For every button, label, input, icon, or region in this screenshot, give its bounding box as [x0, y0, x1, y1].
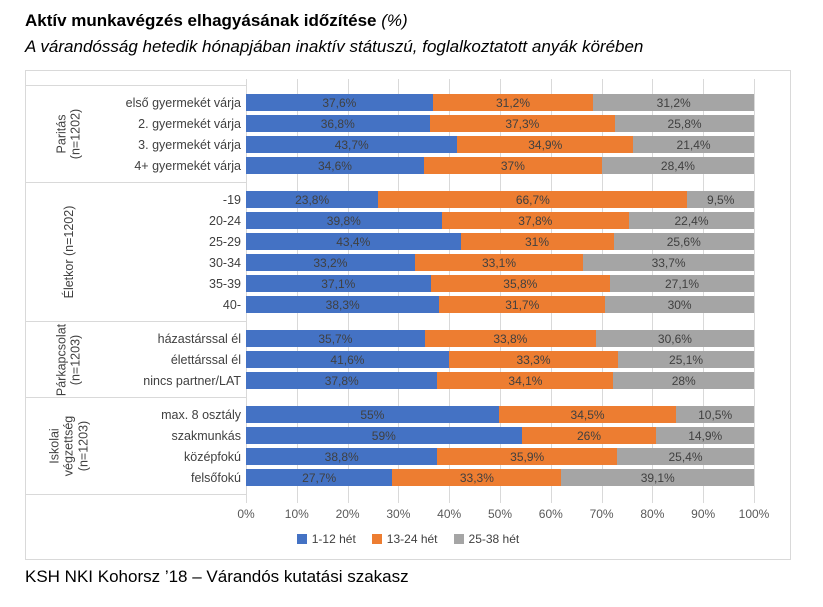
- group-label: [47, 416, 90, 476]
- group-label: [54, 109, 83, 159]
- bar-segment: [246, 136, 457, 153]
- segment-value-label: 26%: [576, 428, 602, 443]
- group-rows: [111, 328, 790, 391]
- segment-value-label: 38,8%: [324, 449, 359, 464]
- bar-segment: [610, 275, 754, 292]
- segment-value-label: 59%: [371, 428, 396, 443]
- chart-title-text: Aktív munkavégzés elhagyásának időzítése: [25, 11, 377, 30]
- x-tick-label: 30%: [386, 507, 411, 521]
- segment-value-label: 43,7%: [334, 137, 369, 152]
- segment-value-label: 31%: [525, 234, 550, 249]
- x-tick-label: 70%: [589, 507, 614, 521]
- bar-segment: [617, 448, 754, 465]
- segment-value-label: 33,8%: [493, 331, 528, 346]
- segment-value-label: 37,1%: [321, 276, 356, 291]
- category-label: 40-: [222, 297, 241, 312]
- group-label-line: Paritás: [54, 114, 69, 154]
- group-label-cell: [26, 404, 111, 488]
- bar-row: [111, 134, 790, 155]
- legend-item: [454, 532, 520, 546]
- category-label: házastárssal él: [157, 331, 241, 346]
- x-axis: [237, 507, 770, 523]
- x-tick-label: 80%: [640, 507, 665, 521]
- category-label: 35-39: [209, 276, 241, 291]
- chart-title-suffix: (%): [381, 11, 408, 30]
- bar-segment: [687, 191, 754, 208]
- segment-value-label: 31,2%: [656, 95, 691, 110]
- segment-value-label: 25,8%: [667, 116, 702, 131]
- legend-label: 1-12 hét: [311, 532, 356, 546]
- bar-row: [111, 446, 790, 467]
- bar-row: [111, 467, 790, 488]
- bar-segment: [246, 275, 431, 292]
- bar-segment: [246, 233, 461, 250]
- segment-value-label: 25,6%: [666, 234, 701, 249]
- segment-value-label: 25,1%: [669, 352, 704, 367]
- bar-segment: [613, 372, 754, 389]
- segment-value-label: 33,1%: [481, 255, 516, 270]
- stacked-bar: [246, 427, 754, 444]
- x-tick-label: 50%: [487, 507, 513, 521]
- segment-value-label: 34,1%: [508, 373, 543, 388]
- bar-segment: [633, 136, 754, 153]
- chart-header: [25, 10, 795, 59]
- category-label: középfokú: [184, 449, 241, 464]
- segment-value-label: 37%: [500, 158, 525, 173]
- bar-segment: [246, 191, 378, 208]
- segment-value-label: 33,7%: [651, 255, 686, 270]
- group-rows: [111, 404, 790, 488]
- bar-row: [111, 404, 790, 425]
- segment-value-label: 39,8%: [326, 213, 361, 228]
- group-label-line: Életkor (n=1202): [61, 205, 76, 299]
- bar-segment: [615, 115, 754, 132]
- stacked-bar: [246, 448, 754, 465]
- legend-label: 25-38 hét: [468, 532, 520, 546]
- category-label: 30-34: [209, 255, 241, 270]
- bar-segment: [439, 296, 605, 313]
- footer-source-text: KSH NKI Kohorsz ’18 – Várandós kutatási szakasz: [25, 567, 409, 586]
- segment-value-label: 39,1%: [640, 470, 675, 485]
- x-tick-label: 40%: [437, 507, 462, 521]
- bar-segment: [437, 372, 613, 389]
- bar-row: [111, 328, 790, 349]
- group-separator: [26, 321, 246, 322]
- chart-subtitle: A várandósság hetedik hónapjában inaktív státuszú, foglalkoztatott anyák körében: [25, 36, 644, 56]
- group-label-line: (n=1203): [68, 334, 83, 385]
- stacked-bar: [246, 406, 754, 423]
- group-rows: [111, 92, 790, 176]
- bar-segment: [596, 330, 754, 347]
- group-separator: [26, 85, 246, 86]
- category-label: első gyermekét várja: [125, 95, 241, 110]
- bar-segment: [605, 296, 754, 313]
- group-separator: [26, 182, 246, 183]
- bar-row: [111, 210, 790, 231]
- group-label-line: (n=1202): [68, 108, 83, 160]
- segment-value-label: 14,9%: [688, 428, 723, 443]
- stacked-bar: [246, 136, 754, 153]
- bar-segment: [499, 406, 677, 423]
- stacked-bar: [246, 372, 754, 389]
- group-label-cell: [26, 92, 111, 176]
- category-label: max. 8 osztály: [161, 407, 241, 422]
- segment-value-label: 34,6%: [317, 158, 352, 173]
- bar-segment: [246, 94, 433, 111]
- category-label: 4+ gyermekét várja: [134, 158, 241, 173]
- bar-segment: [246, 157, 424, 174]
- bar-segment: [392, 469, 561, 486]
- stacked-bar: [246, 351, 754, 368]
- legend: [26, 532, 790, 546]
- segment-value-label: 37,8%: [324, 373, 359, 388]
- segment-value-label: 28%: [671, 373, 696, 388]
- category-label: nincs partner/LAT: [143, 373, 241, 388]
- bar-row: [111, 189, 790, 210]
- bar-segment: [656, 427, 754, 444]
- group-label-line: végzettség: [61, 415, 76, 477]
- group-label: [61, 206, 75, 299]
- bar-segment: [629, 212, 754, 229]
- segment-value-label: 66,7%: [515, 192, 550, 207]
- legend-swatch: [372, 534, 382, 544]
- category-label: -19: [222, 192, 241, 207]
- bar-segment: [614, 233, 755, 250]
- category-label: felsőfokú: [190, 470, 241, 485]
- stacked-bar: [246, 233, 754, 250]
- segment-value-label: 35,8%: [503, 276, 538, 291]
- x-tick-label: 20%: [335, 507, 360, 521]
- group-label-cell: [26, 189, 111, 315]
- bar-segment: [246, 296, 439, 313]
- segment-value-label: 10,5%: [698, 407, 733, 422]
- group-label-line: Párkapcsolat: [54, 323, 69, 396]
- segment-value-label: 38,3%: [325, 297, 360, 312]
- group-label: [54, 323, 83, 395]
- bar-row: [111, 252, 790, 273]
- bar-segment: [415, 254, 583, 271]
- bar-row: [111, 155, 790, 176]
- category-label: élettárssal él: [170, 352, 241, 367]
- bar-segment: [246, 427, 522, 444]
- group-label-cell: [26, 323, 111, 396]
- group-separator: [26, 397, 246, 398]
- legend-item: [297, 532, 356, 546]
- bar-segment: [246, 448, 437, 465]
- category-group: [26, 92, 790, 176]
- bar-row: [111, 370, 790, 391]
- chart-title: [25, 10, 795, 33]
- bar-segment: [618, 351, 754, 368]
- x-tick-label: 90%: [691, 507, 716, 521]
- bar-segment: [431, 275, 610, 292]
- bar-segment: [246, 254, 415, 271]
- segment-value-label: 27,7%: [302, 470, 337, 485]
- stacked-bar-chart: [25, 70, 791, 560]
- legend-label: 13-24 hét: [386, 532, 438, 546]
- bar-row: [111, 92, 790, 113]
- x-tick-label: 0%: [237, 507, 255, 521]
- group-separator: [26, 494, 246, 495]
- x-tick-label: 100%: [738, 507, 770, 521]
- bar-segment: [246, 330, 425, 347]
- bar-segment: [246, 351, 449, 368]
- segment-value-label: 28,4%: [660, 158, 695, 173]
- legend-swatch: [297, 534, 307, 544]
- segment-value-label: 27,1%: [664, 276, 699, 291]
- bar-segment: [246, 406, 499, 423]
- segment-value-label: 33,2%: [313, 255, 348, 270]
- segment-value-label: 33,3%: [516, 352, 551, 367]
- segment-value-label: 34,5%: [570, 407, 605, 422]
- bar-segment: [593, 94, 754, 111]
- stacked-bar: [246, 212, 754, 229]
- plot-groups: [26, 79, 790, 501]
- group-rows: [111, 189, 790, 315]
- bar-segment: [461, 233, 614, 250]
- segment-value-label: 36,8%: [320, 116, 355, 131]
- category-label: 25-29: [209, 234, 241, 249]
- bar-segment: [246, 212, 442, 229]
- category-group: [26, 404, 790, 488]
- x-tick-label: 60%: [538, 507, 563, 521]
- stacked-bar: [246, 157, 754, 174]
- legend-item: [372, 532, 438, 546]
- category-label: 2. gyermekét várja: [138, 116, 241, 131]
- segment-value-label: 23,8%: [295, 192, 330, 207]
- segment-value-label: 9,5%: [707, 192, 735, 207]
- segment-value-label: 25,4%: [668, 449, 703, 464]
- category-label: szakmunkás: [171, 428, 241, 443]
- bar-row: [111, 425, 790, 446]
- segment-value-label: 35,7%: [318, 331, 353, 346]
- bar-segment: [425, 330, 596, 347]
- bar-segment: [442, 212, 629, 229]
- stacked-bar: [246, 275, 754, 292]
- bar-segment: [561, 469, 754, 486]
- stacked-bar: [246, 191, 754, 208]
- bar-segment: [457, 136, 633, 153]
- stacked-bar: [246, 94, 754, 111]
- bar-row: [111, 273, 790, 294]
- bar-segment: [522, 427, 657, 444]
- bar-segment: [602, 157, 754, 174]
- bar-segment: [437, 448, 617, 465]
- segment-value-label: 37,3%: [505, 116, 540, 131]
- segment-value-label: 31,2%: [495, 95, 530, 110]
- group-label-line: Iskolai: [46, 428, 61, 464]
- bar-row: [111, 294, 790, 315]
- bar-segment: [676, 406, 754, 423]
- bar-segment: [433, 94, 594, 111]
- bar-row: [111, 231, 790, 252]
- stacked-bar: [246, 296, 754, 313]
- segment-value-label: 22,4%: [674, 213, 709, 228]
- stacked-bar: [246, 469, 754, 486]
- bar-segment: [378, 191, 687, 208]
- x-tick-label: 10%: [284, 507, 309, 521]
- segment-value-label: 37,8%: [518, 213, 553, 228]
- bar-row: [111, 113, 790, 134]
- segment-value-label: 33,3%: [459, 470, 494, 485]
- segment-value-label: 21,4%: [676, 137, 711, 152]
- group-label-line: (n=1203): [75, 420, 90, 472]
- bar-row: [111, 349, 790, 370]
- segment-value-label: 35,9%: [510, 449, 545, 464]
- segment-value-label: 43,4%: [336, 234, 371, 249]
- category-label: 3. gyermekét várja: [138, 137, 241, 152]
- segment-value-label: 34,9%: [528, 137, 563, 152]
- segment-value-label: 31,7%: [505, 297, 540, 312]
- category-group: [26, 189, 790, 315]
- bar-segment: [430, 115, 616, 132]
- bar-segment: [449, 351, 618, 368]
- category-label: 20-24: [209, 213, 241, 228]
- bar-segment: [246, 372, 437, 389]
- bar-segment: [246, 469, 392, 486]
- legend-swatch: [454, 534, 464, 544]
- stacked-bar: [246, 115, 754, 132]
- bar-segment: [424, 157, 602, 174]
- segment-value-label: 41,6%: [330, 352, 365, 367]
- bar-segment: [246, 115, 430, 132]
- bar-segment: [583, 254, 754, 271]
- segment-value-label: 30%: [667, 297, 692, 312]
- segment-value-label: 37,6%: [322, 95, 357, 110]
- stacked-bar: [246, 254, 754, 271]
- category-group: [26, 323, 790, 396]
- stacked-bar: [246, 330, 754, 347]
- segment-value-label: 55%: [360, 407, 385, 422]
- segment-value-label: 30,6%: [657, 331, 692, 346]
